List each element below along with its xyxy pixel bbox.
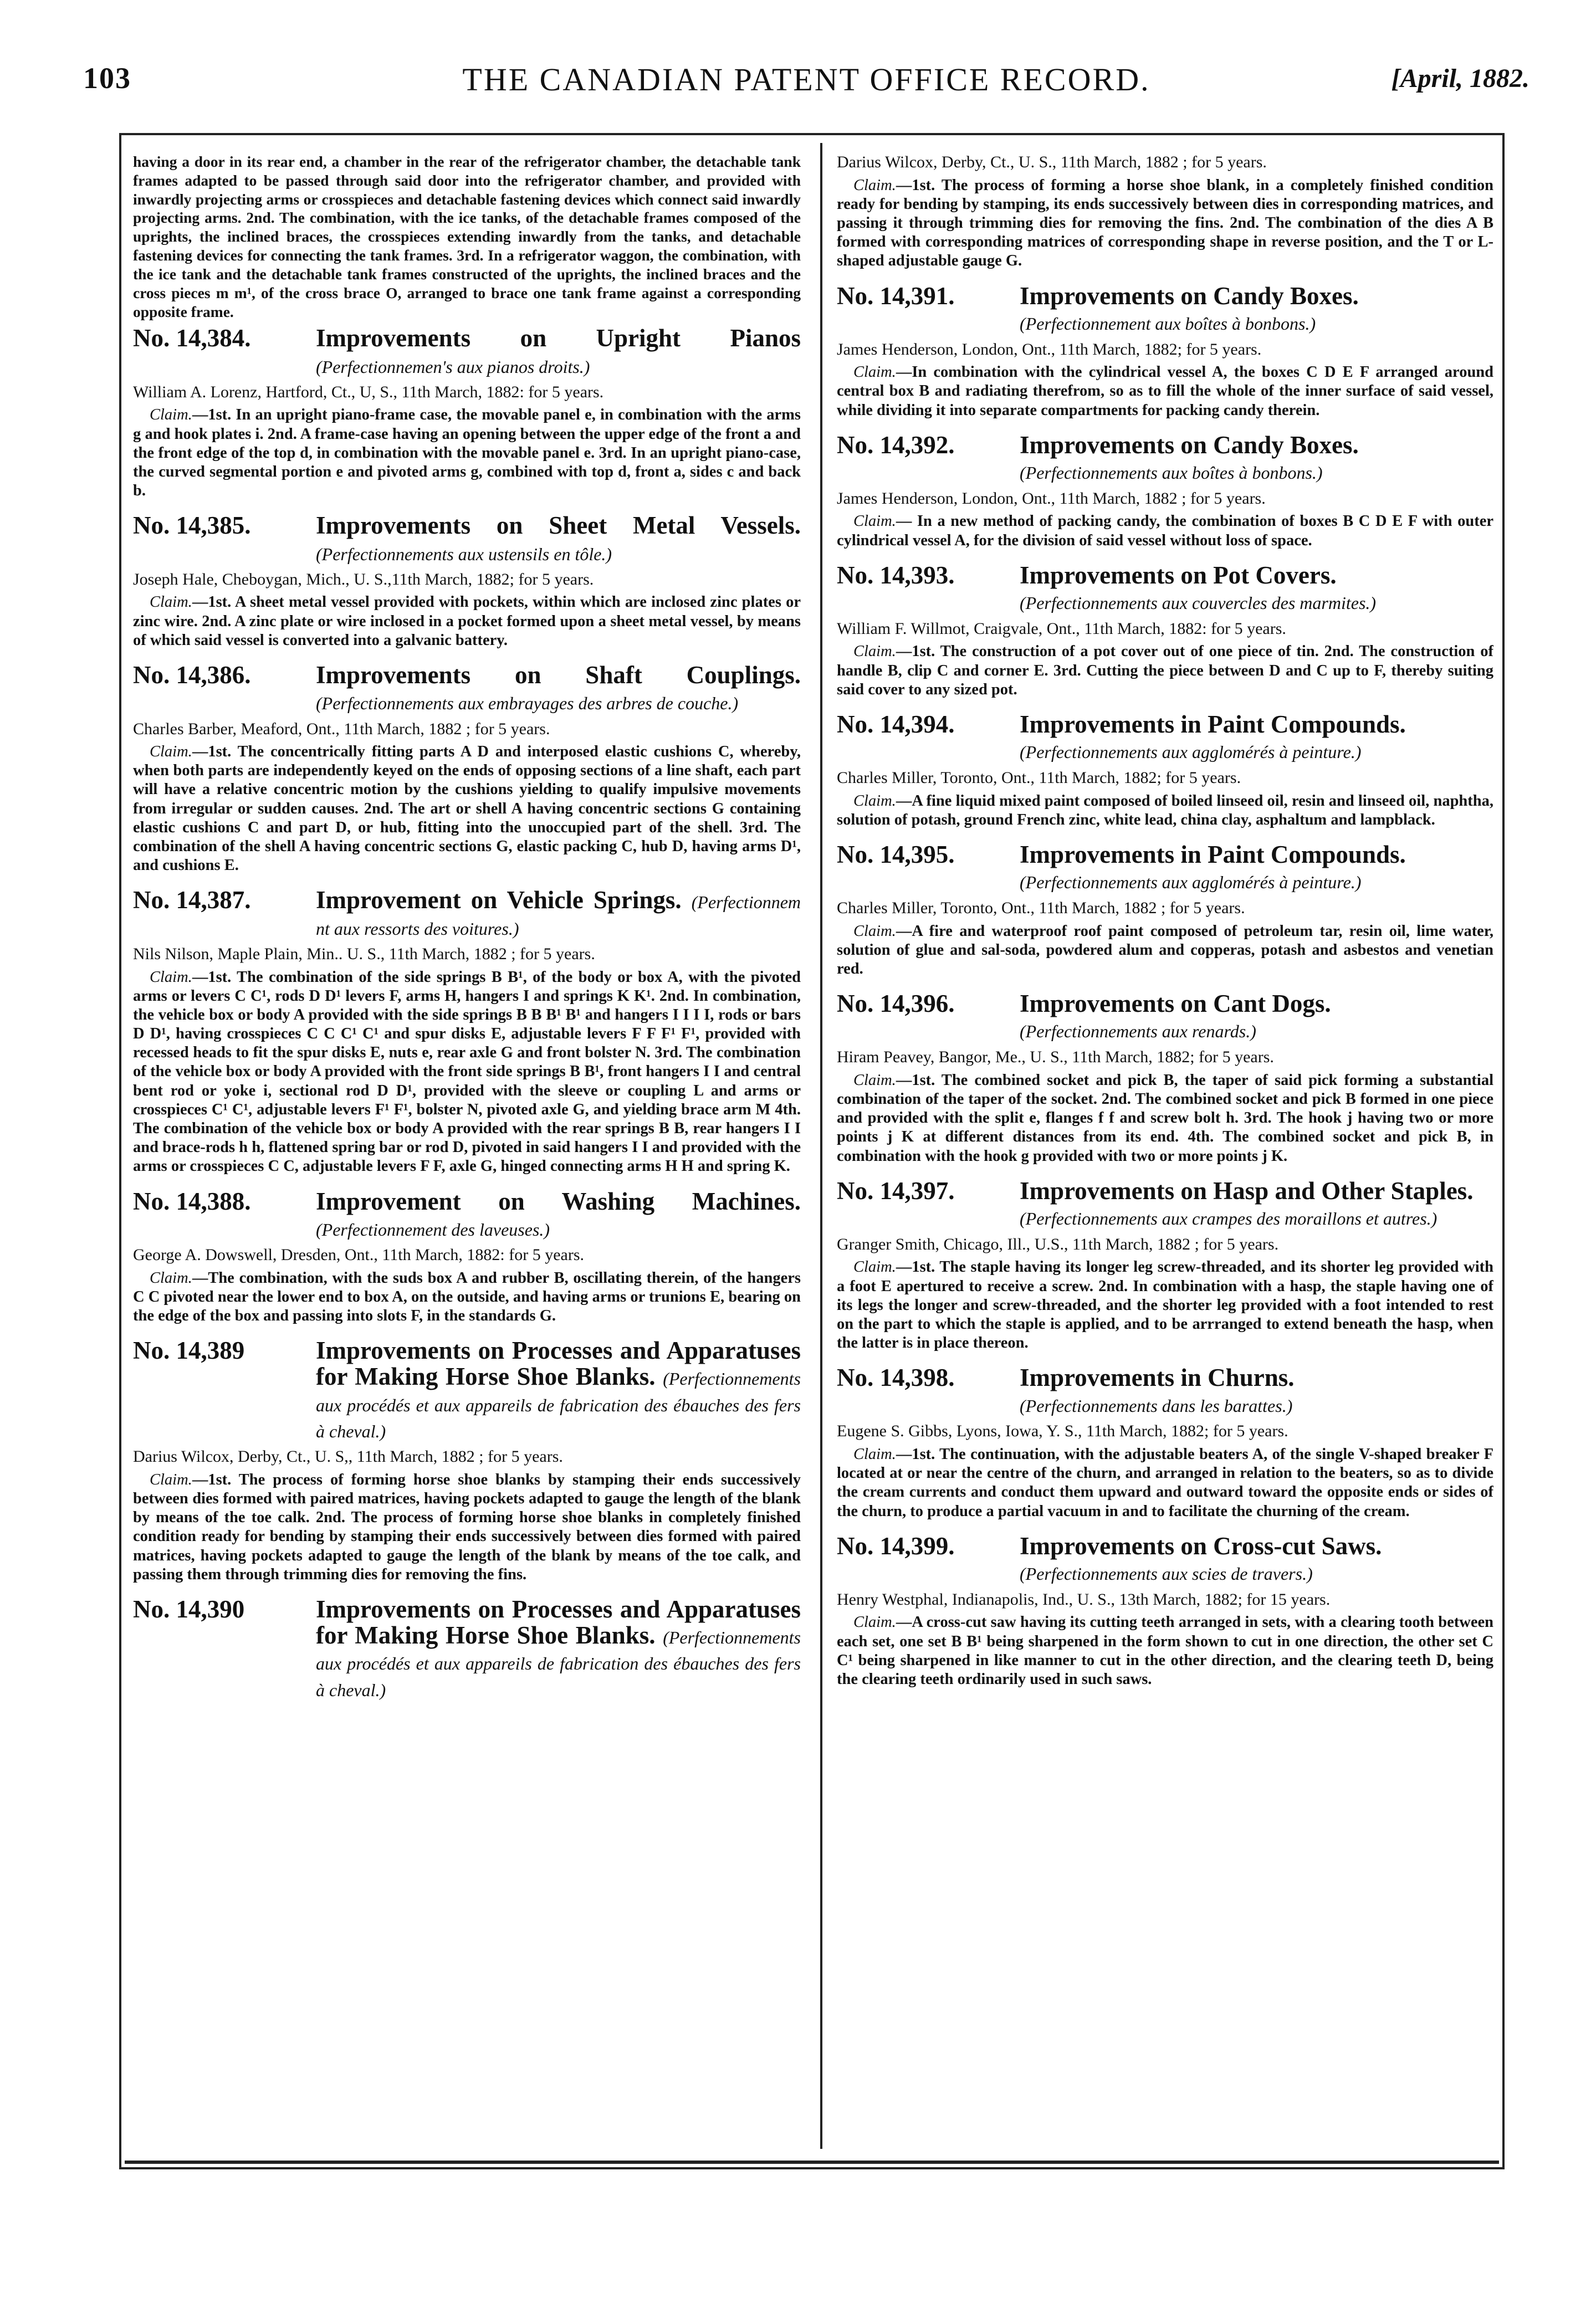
patent-title [316,887,801,940]
patent-title [316,662,801,715]
claim [133,406,801,500]
patent-number: No. 14,390 [133,1595,245,1623]
claim-text: —1st. The construction of a pot cover out of one piece of tin. 2nd. The construction of handle B, clip C and corner E. 3rd. Cutting the piece between D and C up to F, thereby suiting said cover to any sized pot. [837,643,1493,698]
french-title: (Perfectionnements aux couvercles des marmites.) [1020,593,1377,613]
entry-heading [133,887,801,940]
inventor: Joseph Hale, Cheboygan, Mich., U. S.,11th March, 1882; for 5 years. [133,570,594,588]
patent-number: No. 14,391. [837,281,955,310]
french-title: (Perfectionnements aux embrayages des arbres de couche.) [316,693,739,714]
inventor: Hiram Peavey, Bangor, Me., U. S., 11th March, 1882; for 5 years. [837,1048,1274,1067]
inventor: Henry Westphal, Indianapolis, Ind., U. S., 13th March, 1882; for 15 years. [837,1590,1331,1609]
claim-label: Claim. [853,1614,896,1631]
claim-label: Claim. [853,513,896,530]
claim-text: —1st. The concentrically fitting parts A D and interposed elastic cushions C, whereby, when both parts are independently keyed on the ends of opposing sections of a line shaft, each part will have a relative concentric motion by the cushions yielding to qualify impulsive movements from irregular or sudden causes. 2nd. The art or shell A having concentric sections G containing elastic cushions C and part D, or hub, fitting into the unoccupied part of the shell. 3rd. The combination of the shell A having concentric sections G, elastic packing C, hub D, having arms D¹, and cushions E. [133,743,801,874]
patent-entry [837,432,1493,550]
entry-heading [837,1178,1493,1204]
claim-label: Claim. [853,364,896,381]
french-title: (Perfectionnements aux agglomérés à peinture.) [1020,742,1362,762]
claim-label: Claim. [853,792,896,810]
patent-entry [837,1178,1493,1353]
claim-label: Claim. [853,1258,896,1276]
entry-heading [133,662,801,715]
left-column [133,152,801,2147]
patent-title: Improvements on Cross-cut Saws. [1020,1532,1382,1560]
french-title: (Perfectionnemen's aux pianos droits.) [316,356,590,377]
claim [837,1071,1493,1166]
patent-entry [837,842,1493,979]
patent-number: No. 14,387. [133,886,251,914]
claim-text: —1st. A sheet metal vessel provided with pockets, within which are inclosed zinc plates or zinc wire. 2nd. A zinc plate or wire inclosed in a pocket formed upon a sheet metal vessel, by means of which said vessel is converted into a galvanic battery. [133,593,801,649]
inventor: Darius Wilcox, Derby, Ct., U. S., 11th March, 1882 ; for 5 years. [837,153,1267,171]
entry-heading [133,325,801,378]
patent-title: Improvements in Paint Compounds. [1020,840,1406,868]
claim-text: —A cross-cut saw having its cutting teeth arranged in sets, with a clearing tooth between each set, one set B B¹ being sharpened in the form shown to cut in one direction, the other set C C¹ being sharpened in like manner to cut in the other direction, and the clearing teeth D, being the clearing teeth ordinarily used in such saws. [837,1614,1493,1688]
patent-number: No. 14,396. [837,990,955,1018]
patent-title: Improvements in Churns. [1020,1364,1295,1392]
claim-text: —1st. The staple having its longer leg screw-threaded, and its shorter leg provided with a foot E apertured to receive a screw. 2nd. In combination with a hasp, the staple having one of its legs the longer and screw-threaded, and the shorter leg provided with a foot intended to rest on the part to which the staple is applied, and to be arrranged to extend beneath the hasp, when the latter is in place thereon. [837,1258,1493,1352]
patent-entry [837,711,1493,830]
patent-number: No. 14,385. [133,511,251,540]
patent-entry [133,1189,801,1326]
entry-heading [837,711,1493,738]
french-title: (Perfectionnements dans les barattes.) [1020,1395,1293,1416]
claim [837,792,1493,830]
right-column [837,152,1493,2147]
claim-text: —1st. In an upright piano-frame case, the movable panel e, in combination with the arms g and hook plates i. 2nd. A frame-case having an opening between the upper edge of the front a and the front edge of the top d, in combination with the movable panel e. 3rd. In an upright piano-case, the curved segmental portion e and pivoted arms g, combined with top d, front a, sides c and back b. [133,406,801,500]
entry-heading [837,283,1493,309]
claim-label: Claim. [150,593,192,611]
journal-title: THE CANADIAN PATENT OFFICE RECORD. [462,62,1150,98]
french-title: (Perfectionnement des laveuses.) [316,1219,550,1240]
patent-number: No. 14,399. [837,1532,955,1560]
patent-title [316,1189,801,1241]
patent-title [316,1338,801,1442]
claim [133,593,801,650]
patent-entry [837,1365,1493,1521]
patent-number: No. 14,386. [133,661,251,689]
patent-title [316,325,801,378]
claim-text: —1st. The process of forming a horse shoe blank, in a completely finished condition ready for bending by stamping, its ends successively between dies in corresponding matrices, and passing it through trimming dies for removing the fins. 2nd. The combination of the dies A B formed with corresponding matrices of corresponding shape in reverse position, and the T or L-shaped adjustable gauge G. [837,176,1493,270]
inventor: Eugene S. Gibbs, Lyons, Iowa, Y. S., 11th March, 1882; for 5 years. [837,1422,1288,1441]
patent-entry [837,562,1493,699]
claim [133,968,801,1176]
claim [133,1471,801,1584]
patent-number: No. 14,392. [837,431,955,459]
claim-label: Claim. [853,1071,896,1089]
patent-number: No. 14,388. [133,1187,251,1215]
french-title: (Perfectionnements aux scies de travers.) [1020,1563,1313,1584]
claim-label: Claim. [150,1471,192,1488]
claim [133,1269,801,1326]
claim-text: —1st. The combined socket and pick B, the taper of said pick forming a substantial combination of the taper of the socket. 2nd. The combined socket and pick B formed in one piece and provided with the split e, flanges f f and screw bolt h. 3rd. The hook j having two or more points j K at different distances from its end. 4th. The combined socket and pick B, in combination with the hook g provided with two or more points j K. [837,1071,1493,1165]
patent-number: No. 14,393. [837,561,955,589]
french-title: (Perfectionnements aux ustensils en tôle.) [316,544,612,564]
inventor: Darius Wilcox, Derby, Ct., U. S,, 11th March, 1882 ; for 5 years. [133,1447,563,1466]
patent-number: No. 14,384. [133,324,251,352]
patent-title: Improvements on Candy Boxes. [1020,281,1359,310]
issue-date: [April, 1882. [1391,64,1530,93]
entry-heading [837,991,1493,1017]
patent-entry [837,283,1493,420]
entry-heading [837,432,1493,458]
inventor: Charles Miller, Toronto, Ont., 11th March, 1882 ; for 5 years. [837,899,1245,918]
claim [837,512,1493,550]
claim-text: —1st. The process of forming horse shoe blanks by stamping their ends successively between dies formed with paired matrices, having pockets adapted to gauge the length of the blank by means of the toe calk. 2nd. The process of forming horse shoe blanks in completely finished condition ready for bending by stamping their ends successively between dies formed with paired matrices, having pockets adapted to gauge the length of the blank by means of the toe calk, and passing them through trimming dies for removing the fins. [133,1471,801,1583]
patent-number: No. 14,395. [837,840,955,868]
inventor: William A. Lorenz, Hartford, Ct., U, S., 11th March, 1882: for 5 years. [133,382,604,401]
column-divider [820,143,822,2149]
entry-heading [133,1189,801,1241]
patent-title-text: Improvement on Washing Machines. [316,1187,801,1215]
patent-title-text: Improvement on Vehicle Springs. [316,886,682,914]
entry-heading [837,1533,1493,1559]
claim [837,922,1493,979]
claim-label: Claim. [150,406,192,424]
patent-title: Improvements on Cant Dogs. [1020,990,1331,1018]
claim-label: Claim. [853,1445,896,1463]
inventor: William F. Willmot, Craigvale, Ont., 11th March, 1882: for 5 years. [837,619,1286,638]
entry-heading [133,513,801,565]
claim-text: —1st. The combination of the side springs B B¹, of the body or box A, with the pivoted arms or levers C C¹, rods D D¹ levers F, arms H, hangers I and springs K K¹. 2nd. In combination, the vehicle box or body A provided with the side springs B B B¹ B¹ and hangers I I I I, rods or bars D D¹, having crosspieces C C C¹ C¹ and spur disks E, adjustable levers F F F¹ F¹, provided with recessed heads to fit the spur disks E, nuts e, rear axle G and front bolster N. 3rd. The combination of the vehicle box or body A provided with the front side springs B B¹, front hangers I I and central bent rod or yoke i, sectional rod D D¹, provided with the sleeve or coupling L and arms or crosspieces C¹ C¹, adjustable levers F¹ F¹, bolster N, pivoted axle G, and yielding brace arm M 4th. The combination of the vehicle box or body A provided with the rear springs B B, rear hangers I I and brace-rods h h, flattened spring bar or rod D, pivoted in said hangers I I and provided with the arms or crosspieces C C, adjustable levers F F, axle G, hinged connecting arms H H and spring K. [133,968,801,1175]
patent-title: Improvements on Pot Covers. [1020,561,1337,589]
french-title: (Perfectionnements aux crampes des moraillons et autres.) [1020,1209,1438,1228]
claim [837,176,1493,271]
patent-entry [133,1596,801,1701]
patent-entry-continued [837,152,1493,271]
inventor: Nils Nilson, Maple Plain, Min.. U. S., 11th March, 1882 ; for 5 years. [133,944,595,963]
inventor: Charles Miller, Toronto, Ont., 11th March, 1882; for 5 years. [837,769,1241,787]
patent-number: No. 14,394. [837,710,955,738]
french-title: (Perfectionnem nt aux ressorts des voitures.) [316,892,801,939]
entry-heading [837,562,1493,588]
patent-title-text: Improvements on Processes and Apparatuses for Making Horse Shoe Blanks. [316,1337,801,1391]
claim [837,1613,1493,1689]
claim-text: —A fine liquid mixed paint composed of boiled linseed oil, resin and linseed oil, naphtha, solution of potash, ground French zinc, white lead, china clay, asphaltum and lampblack. [837,792,1493,828]
inventor: Granger Smith, Chicago, Ill., U.S., 11th March, 1882 ; for 5 years. [837,1235,1279,1253]
entry-heading [133,1596,801,1701]
claim-text: — In a new method of packing candy, the combination of boxes B C D E F with outer cylindrical vessel A, for the division of said vessel without loss of space. [837,513,1493,549]
patent-number: No. 14,398. [837,1364,955,1392]
running-head [83,61,1530,111]
continuation-text: having a door in its rear end, a chamber in the rear of the refrigerator chamber, the detachable tank frames adapted to be passed through said door into the refrigerator chamber, and provided with inwardly projecting arms or crosspieces and detachable fastening devices which connect said inwardly projecting arms. 2nd. The combination, with the ice tanks, of the detachable frames composed of the uprights, the inclined braces, the crosspieces extending inwardly from the tanks, and detachable fastening devices for connecting the tank frames. 3rd. In a refrigerator waggon, the combination, with the ice tank and the detachable tank frames constructed of the uprights, the inclined braces and the cross pieces m m¹, of the cross brace O, arranged to brace one tank frame against a corresponding opposite frame. [133,153,801,320]
patent-title: Improvements on Hasp and Other Staples. [1020,1176,1474,1205]
claim-label: Claim. [150,743,192,761]
patent-entry [837,1533,1493,1689]
claim-label: Claim. [853,643,896,661]
patent-title-text: Improvements on Shaft Couplings. [316,661,801,689]
inventor: James Henderson, London, Ont., 11th March, 1882 ; for 5 years. [837,489,1266,508]
claim-text: —The combination, with the suds box A and rubber B, oscillating therein, of the hangers C C pivoted near the lower end to box A, on the outside, and having arms or trunions E, bearing on the edge of the box and passing into slots F, in the standards G. [133,1269,801,1325]
patent-entry [133,325,801,500]
patent-title [316,1596,801,1701]
patent-entry [133,1338,801,1584]
claim-label: Claim. [853,176,896,194]
claim-label: Claim. [853,922,896,940]
claim-label: Claim. [150,968,192,986]
claim [837,363,1493,420]
patent-entry [837,991,1493,1166]
inventor: James Henderson, London, Ont., 11th March, 1882; for 5 years. [837,340,1262,359]
patent-title-text: Improvements on Upright Pianos [316,324,801,352]
inventor: Charles Barber, Meaford, Ont., 11th March, 1882 ; for 5 years. [133,719,550,738]
french-title: (Perfectionnement aux boîtes à bonbons.) [1020,313,1316,334]
patent-title-text: Improvements on Processes and Apparatuses for Making Horse Shoe Blanks. [316,1595,801,1650]
patent-entry [133,887,801,1176]
patent-title-text: Improvements on Sheet Metal Vessels. [316,511,801,540]
inventor: George A. Dowswell, Dresden, Ont., 11th March, 1882: for 5 years. [133,1246,584,1264]
page-number: 103 [83,62,131,95]
claim [837,642,1493,699]
claim-text: —1st. The continuation, with the adjustable beaters A, of the single V-shaped breaker F located at or near the centre of the churn, and arranged in relation to the beaters, so as to divide the cream currents and conduct them upward and outward toward the opposite ends or sides of the churn, to produce a partial vacuum in and to facilitate the churning of the cream. [837,1445,1493,1520]
patent-title: Improvements in Paint Compounds. [1020,710,1406,738]
french-title: (Perfectionnements aux procédés et aux appareils de fabrication des ébauches des fers à cheval.) [316,1627,801,1700]
claim-text: —In combination with the cylindrical vessel A, the boxes C D E F arranged around central box B and radiating therefrom, so as to fill the whole of the inner surface of said vessel, while dividing it into separate compartments for packing candy therein. [837,364,1493,419]
french-title: (Perfectionnements aux procédés et aux appareils de fabrication des ébauches des fers à cheval.) [316,1369,801,1441]
entry-heading [837,1365,1493,1391]
claim [837,1445,1493,1521]
patent-number: No. 14,397. [837,1176,955,1205]
patent-title [316,513,801,565]
claim [837,1258,1493,1353]
claim-text: —A fire and waterproof roof paint composed of petroleum tar, resin oil, lime water, solution of glue and sal-soda, powdered alum and copperas, potash and asbestos and venetian red. [837,922,1493,977]
claim [133,743,801,875]
french-title: (Perfectionnements aux renards.) [1020,1021,1256,1042]
patent-entry [133,513,801,650]
french-title: (Perfectionnements aux boîtes à bonbons.) [1020,462,1323,483]
claim-label: Claim. [150,1269,192,1287]
patent-title: Improvements on Candy Boxes. [1020,431,1359,459]
french-title: (Perfectionnements aux agglomérés à peinture.) [1020,872,1362,893]
patent-number: No. 14,389 [133,1337,245,1365]
entry-heading [837,842,1493,868]
entry-heading [133,1338,801,1442]
patent-entry [133,662,801,875]
